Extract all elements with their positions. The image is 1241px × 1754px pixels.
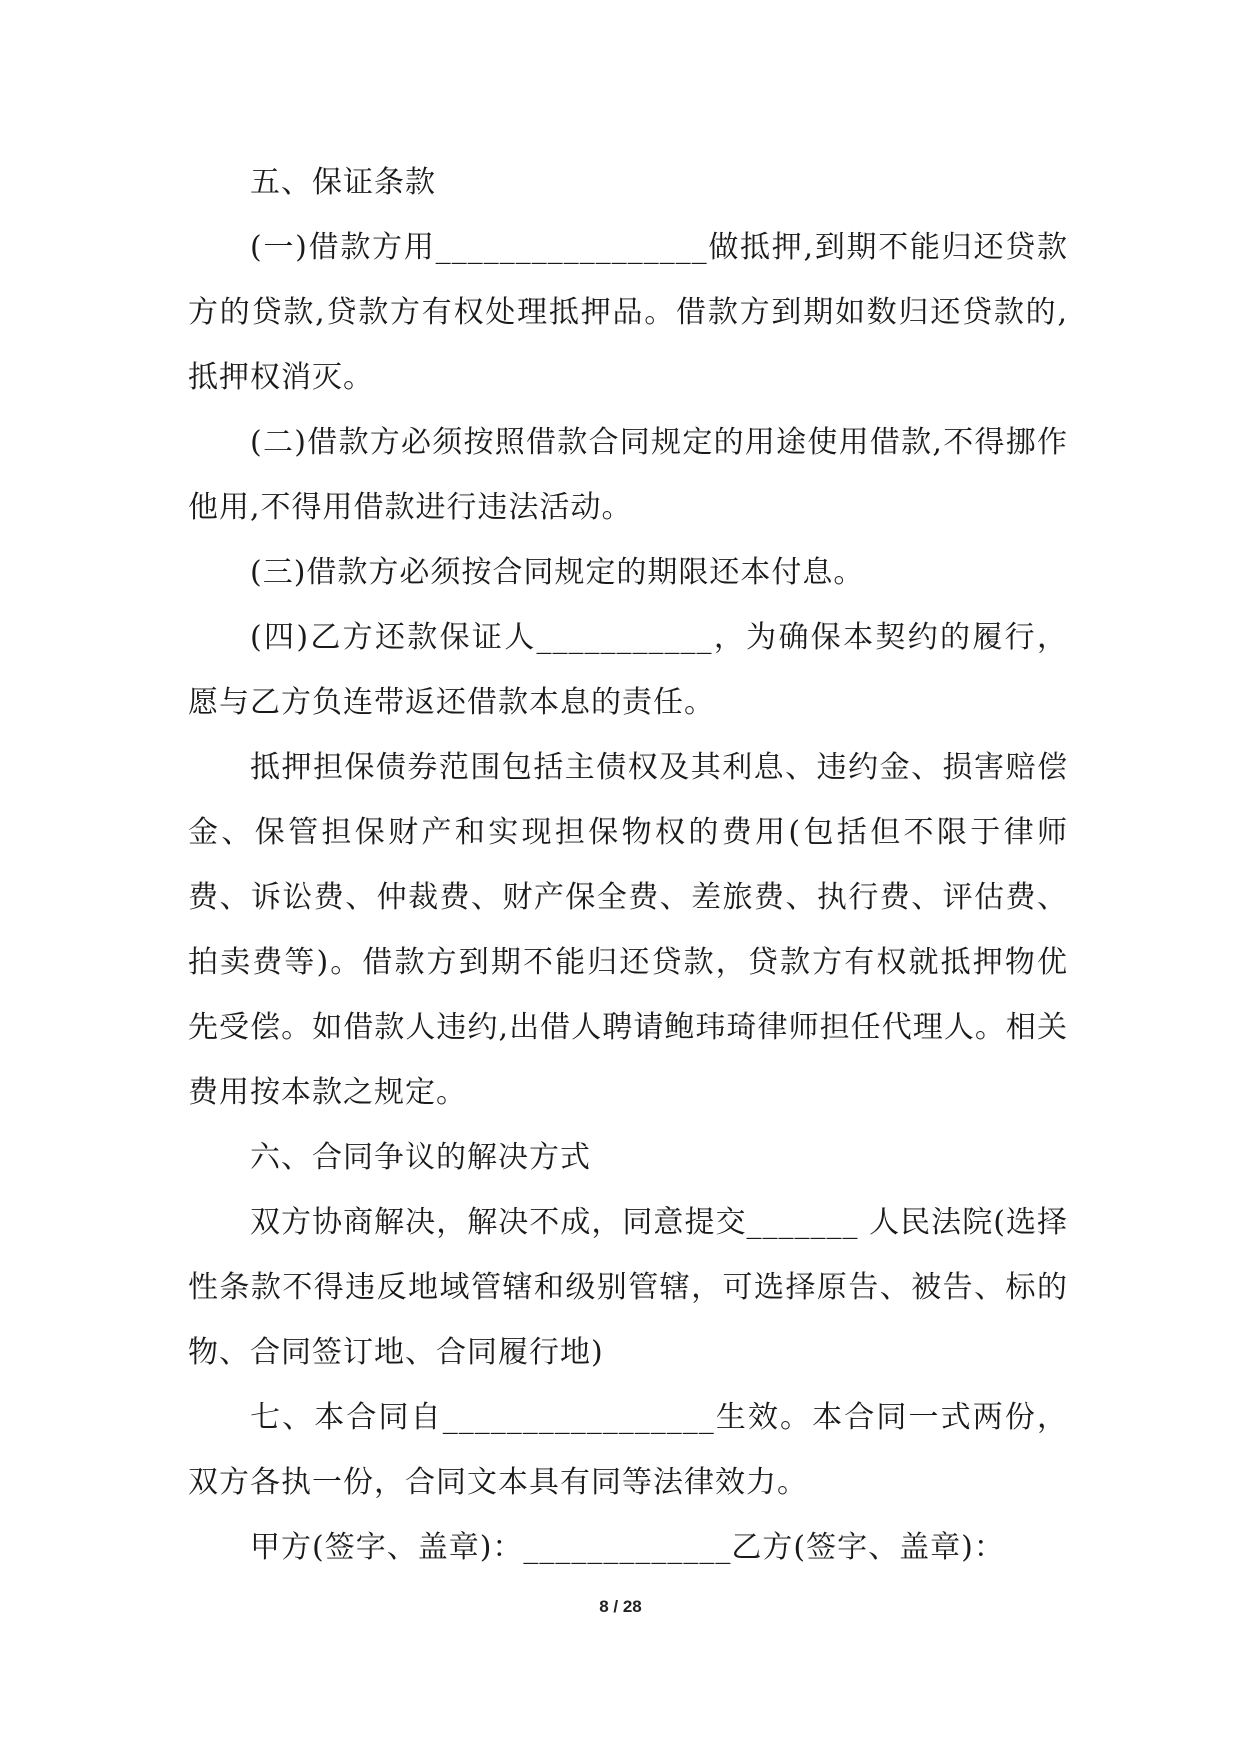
document-body — [188, 150, 1068, 1580]
section-heading-guarantee: 五、保证条款 — [250, 165, 436, 200]
clause-4-guarantor: (四)乙方还款保证人___________，为确保本契约的履行，愿与乙方负连带返还借款本息的责任。 — [188, 620, 1068, 720]
signature-line: 甲方(签字、盖章)：_____________乙方(签字、盖章)： — [250, 1530, 1005, 1565]
clause-2-loan-usage: (二)借款方必须按照借款合同规定的用途使用借款,不得挪作他用,不得用借款进行违法活动。 — [188, 425, 1068, 525]
dispute-resolution-paragraph: 双方协商解决，解决不成，同意提交_______ 人民法院(选择性条款不得违反地域管辖和级别管辖，可选择原告、被告、标的物、合同签订地、合同履行地) — [188, 1205, 1068, 1370]
section-effective-date: 七、本合同自_________________生效。本合同一式两份，双方各执一份，合同文本具有同等法律效力。 — [188, 1400, 1068, 1500]
clause-3-repayment: (三)借款方必须按合同规定的期限还本付息。 — [250, 555, 865, 590]
mortgage-scope-paragraph: 抵押担保债券范围包括主债权及其利息、违约金、损害赔偿金、保管担保财产和实现担保物权的费用(包括但不限于律师费、诉讼费、仲裁费、财产保全费、差旅费、执行费、评估费、拍卖费等)。借款方到期不能归还贷款，贷款方有权就抵押物优先受偿。如借款人违约,出借人聘请鲍玮琦律师担任代理人。相关费用按本款之规定。 — [188, 750, 1068, 1110]
page-number: 8 / 28 — [599, 1597, 642, 1616]
section-heading-dispute: 六、合同争议的解决方式 — [250, 1140, 591, 1175]
clause-1-mortgage: (一)借款方用_________________做抵押,到期不能归还贷款方的贷款,贷款方有权处理抵押品。借款方到期如数归还贷款的,抵押权消灭。 — [188, 230, 1068, 395]
